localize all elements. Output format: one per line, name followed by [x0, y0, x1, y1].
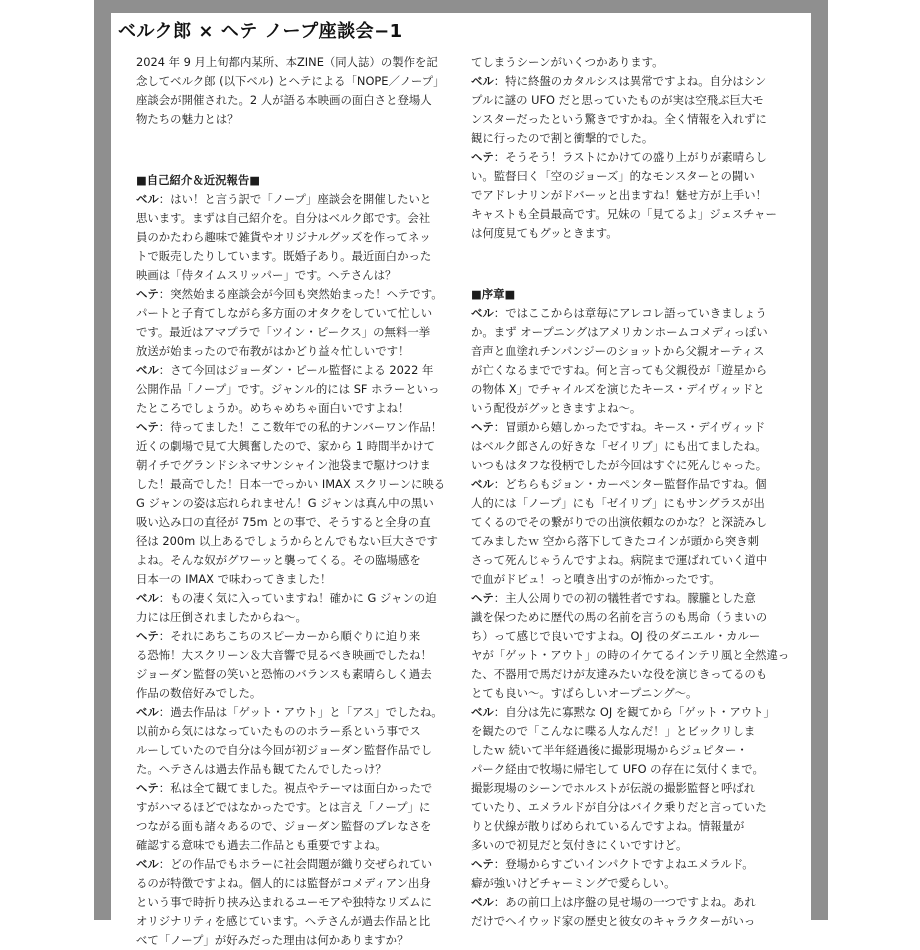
line-text: る恐怖！大スクリーン＆大音響で見るべき映画でしたね！	[136, 647, 432, 662]
text-line	[471, 361, 789, 380]
line-text: という事で時折り挟み込まれるユーモアや独特なリズムに	[136, 894, 432, 909]
line-text: ヤが「ゲット・アウト」の時のイケてるインテリ風と全然違っ	[471, 647, 790, 662]
paragraph-gap	[471, 254, 789, 273]
line-text: が亡くなるまでですね。何と言っても父親役が「遊星から	[471, 362, 768, 377]
text-line	[136, 684, 456, 703]
line-text: いう配役がグッときますよね〜。	[471, 400, 642, 415]
text-line	[136, 893, 456, 912]
line-text: したｗ 続いて半年経過後に撮影現場からジュピター・	[471, 742, 748, 757]
line-text: てくるのでその繋がりでの出演依頼なのかな？と深読みし	[471, 514, 768, 529]
text-line	[136, 437, 456, 456]
speaker-label: ヘテ	[471, 856, 494, 871]
line-text: ：どの作品でもホラーに社会問題が織り交ぜられてい	[158, 856, 433, 871]
text-line	[136, 399, 456, 418]
line-text: ていたり、エメラルドが自分はバイク乗りだと言っていた	[471, 799, 767, 814]
line-text: よね。そんな奴がグワーッと襲ってくる。その臨場感を	[136, 552, 421, 567]
line-text: ：あの前口上は序盤の見せ場の一つですよね。あれ	[493, 894, 756, 909]
text-line	[136, 589, 456, 608]
document-page	[111, 13, 811, 947]
text-line	[136, 931, 456, 950]
line-text: 朝イチでグランドシネマサンシャイン池袋まで駆けつけま	[136, 457, 431, 472]
line-text: G ジャンの姿は忘れられません！G ジャンは真ん中の黒い	[136, 495, 434, 510]
line-text: パーク経由で牧場に帰宅して UFO の存在に気付くまで。	[471, 761, 764, 776]
section-heading	[136, 171, 456, 190]
line-text: たところでしょうか。めちゃめちゃ面白いですよね！	[136, 400, 410, 415]
line-text: だけでヘイウッド家の歴史と彼女のキャラクターがいっ	[471, 913, 756, 928]
text-line	[471, 399, 789, 418]
line-text: 作品の数倍好みでした。	[136, 685, 262, 700]
text-line	[136, 190, 456, 209]
line-text: た。ヘテさんは過去作品も観てたんでしたっけ？	[136, 761, 387, 776]
line-text: パートと子育てしながら多方面のオタクをしていて忙しい	[136, 305, 433, 320]
line-text: ：冒頭から嬉しかったですね。キース・デイヴィッド	[493, 419, 766, 434]
text-line	[471, 148, 789, 167]
line-text: ：どちらもジョン・カーペンター監督作品ですね。個	[493, 476, 767, 491]
text-line	[471, 589, 789, 608]
text-line	[136, 532, 456, 551]
line-text: 撮影現場のシーンでホルストが伝説の撮影監督と呼ばれ	[471, 780, 756, 795]
right-text-column	[471, 53, 789, 931]
line-text: でアドレナリンがドバーッと出ますね！魅せ方が上手い！	[471, 188, 767, 202]
line-text: 音声と血塗れチンパンジーのショットから父親オーティス	[471, 343, 765, 358]
line-text: ：ではここからは章毎にアレコレ語っていきましょう	[493, 305, 767, 320]
speaker-label: ヘテ	[471, 419, 494, 434]
text-line	[471, 186, 789, 205]
paragraph-gap	[136, 140, 456, 159]
text-line	[471, 893, 789, 912]
speaker-label: ヘテ	[136, 286, 159, 301]
line-text: 識を保つために歴代の馬の名前を言うのも馬命（うまいの	[471, 609, 768, 624]
text-line	[471, 72, 789, 91]
text-line	[136, 703, 456, 722]
line-text: 2024 年 9 月上旬都内某所、本ZINE（同人誌）の製作を記	[136, 55, 438, 69]
text-line	[136, 627, 456, 646]
text-line	[136, 817, 456, 836]
text-line	[471, 779, 789, 798]
line-text: ：特に終盤のカタルシスは異常ですよね。自分はシン	[493, 74, 767, 88]
text-line	[471, 684, 789, 703]
line-text: ：はい！と言う訳で「ノープ」座談会を開催したいと	[158, 191, 432, 206]
line-text: した！最高でした！日本一でっかい IMAX スクリーンに映る	[136, 476, 446, 491]
line-text: 日本一の IMAX で味わってきました！	[136, 571, 332, 586]
text-line	[471, 475, 789, 494]
line-text: か。まず オープニングはアメリカンホームコメディっぽい	[471, 324, 768, 339]
line-text: 座談会が開催された。2 人が語る本映画の面白さと登場人	[136, 93, 432, 107]
section-heading	[471, 285, 789, 304]
line-text: た、不器用で馬だけが友達みたいな役を演じきってるのも	[471, 666, 768, 681]
line-text: 物たちの魅力とは？	[136, 112, 239, 126]
text-line	[471, 418, 789, 437]
line-text: 念してベルク郎 (以下ベル) とヘテによる「NOPE／ノープ」	[136, 74, 445, 88]
text-line	[136, 494, 456, 513]
text-line	[471, 91, 789, 110]
line-text: 員のかたわら趣味で雑貨やオリジナルグッズを作ってネッ	[136, 229, 431, 244]
line-text: るのが特徴ですよね。個人的には監督がコメディアン出身	[136, 875, 431, 890]
text-line	[471, 836, 789, 855]
text-line	[136, 741, 456, 760]
text-line	[471, 494, 789, 513]
text-line	[471, 53, 789, 72]
line-text: を観たので「こんなに喋る人なんだ！」とビックリしま	[471, 723, 756, 738]
text-line	[471, 855, 789, 874]
line-text: ：それにあちこちのスピーカーから順ぐりに迫り来	[158, 628, 421, 643]
text-line	[136, 266, 456, 285]
text-line	[471, 437, 789, 456]
left-text-column	[136, 53, 456, 950]
text-line	[471, 570, 789, 589]
line-text: で血がドビュ！っと噴き出すのが怖かったです。	[471, 571, 721, 586]
speaker-label: ヘテ	[471, 590, 494, 605]
line-text: ち）って感じで良いですよね。OJ 役のダニエル・カルー	[471, 628, 761, 643]
line-text: ■序章■	[471, 286, 516, 301]
text-line	[471, 874, 789, 893]
line-text: ルーしていたので自分は今回が初ジョーダン監督作品でし	[136, 742, 433, 757]
text-line	[136, 798, 456, 817]
speaker-label: ベル	[136, 362, 159, 377]
text-line	[471, 167, 789, 186]
line-text: ：待ってました！ここ数年での私的ナンバーワン作品！	[158, 419, 443, 434]
line-text: ：もの凄く気に入っていますね！確かに G ジャンの迫	[158, 590, 437, 605]
line-text: オリジナリティを感じています。ヘテさんが過去作品と比	[136, 913, 431, 928]
text-line	[471, 646, 789, 665]
speaker-label: ヘテ	[136, 780, 159, 795]
line-text: トで販売したりしています。既婚子あり。最近面白かった	[136, 248, 432, 263]
text-line	[136, 779, 456, 798]
text-line	[471, 608, 789, 627]
speaker-label: ベル	[136, 856, 159, 871]
speaker-label: ベル	[471, 704, 494, 719]
line-text: 観に行ったので割と衝撃的でした。	[471, 131, 654, 145]
speaker-label: ベル	[471, 476, 494, 491]
text-line	[471, 380, 789, 399]
text-line	[471, 798, 789, 817]
text-line	[136, 72, 456, 91]
text-line	[471, 817, 789, 836]
text-line	[136, 361, 456, 380]
line-text: つながる面も諸々あるので、ジョーダン監督のブレなさを	[136, 818, 432, 833]
text-line	[471, 627, 789, 646]
line-text: 思います。まずは自己紹介を。自分はベルク郎です。会社	[136, 210, 431, 225]
text-line	[136, 646, 456, 665]
line-text: はベルク郎さんの好きな「ゼイリブ」にも出てましたね。	[471, 438, 767, 453]
line-text: さって死んじゃうんですよね。病院まで運ばれていく道中	[471, 552, 768, 567]
text-line	[471, 456, 789, 475]
text-line	[136, 760, 456, 779]
text-line	[471, 532, 789, 551]
line-text: です。最近はアマプラで「ツイン・ピークス」の無料一挙	[136, 324, 431, 339]
text-line	[136, 247, 456, 266]
speaker-label: ベル	[471, 894, 494, 909]
line-text: キャストも全員最高です。兄妹の「見てるよ」ジェスチャー	[471, 207, 777, 221]
text-line	[136, 380, 456, 399]
line-text: ：自分は先に寡黙な OJ を観てから「ゲット・アウト」	[493, 704, 775, 719]
speaker-label: ヘテ	[136, 628, 159, 643]
text-line	[136, 110, 456, 129]
line-text: 以前から気にはなっていたもののホラー系という事でス	[136, 723, 421, 738]
line-text: ：突然始まる座談会が今回も突然始まった！ヘテです。	[158, 286, 443, 301]
line-text: ■自己紹介＆近況報告■	[136, 172, 261, 187]
text-line	[136, 836, 456, 855]
text-line	[136, 323, 456, 342]
line-text: りと伏線が散りばめられているんですよね。情報量が	[471, 818, 745, 833]
speaker-label: ベル	[471, 305, 494, 320]
text-line	[136, 570, 456, 589]
text-line	[136, 722, 456, 741]
line-text: てみましたｗ 空から落下してきたコインが頭から突き刺	[471, 533, 760, 548]
line-text: プルに謎の UFO だと思っていたものが実は空飛ぶ巨大モ	[471, 93, 764, 107]
line-text: ジョーダン監督の笑いと恐怖のバランスも素晴らしく過去	[136, 666, 432, 681]
line-text: 確認する意味でも過去二作品とも重要ですよね。	[136, 837, 387, 852]
speaker-label: ベル	[136, 191, 159, 206]
speaker-label: ベル	[136, 590, 159, 605]
line-text: 公開作品「ノープ」です。ジャンル的には SF ホラーといっ	[136, 381, 440, 396]
text-line	[471, 342, 789, 361]
line-text: ：登場からすごいインパクトですよねエメラルド。	[493, 856, 754, 871]
line-text: ：さて今回はジョーダン・ピール監督による 2022 年	[158, 362, 434, 377]
text-line	[136, 91, 456, 110]
text-line	[471, 703, 789, 722]
text-line	[136, 209, 456, 228]
text-line	[471, 129, 789, 148]
line-text: ンスターだったという驚きですかね。全く情報を入れずに	[471, 112, 767, 126]
text-line	[471, 224, 789, 243]
speaker-label: ベル	[471, 74, 494, 88]
line-text: 癖が強いけどチャーミングで愛らしい。	[471, 875, 676, 890]
page-title: ベルク郎 × ヘテ ノープ座談会−1	[118, 21, 403, 42]
text-line	[136, 608, 456, 627]
line-text: い。監督曰く「空のジョーズ」的なモンスターとの闘い	[471, 169, 755, 183]
line-text: 径は 200m 以上あるでしょうからとんでもない巨大さです	[136, 533, 438, 548]
line-text: べて「ノープ」が好みだった理由は何かありますか？	[136, 932, 409, 947]
text-line	[136, 456, 456, 475]
text-line	[471, 205, 789, 224]
text-line	[471, 323, 789, 342]
line-text: ：主人公周りでの初の犠牲者ですね。朦朧とした意	[493, 590, 756, 605]
text-line	[471, 912, 789, 931]
text-line	[136, 665, 456, 684]
text-line	[471, 513, 789, 532]
text-line	[471, 304, 789, 323]
text-line	[136, 53, 456, 72]
text-line	[471, 741, 789, 760]
line-text: 人的には「ノープ」にも「ゼイリブ」にもサングラスが出	[471, 495, 765, 510]
speaker-label: ヘテ	[471, 150, 494, 164]
line-text: 力には圧倒されましたからね〜。	[136, 609, 307, 624]
text-line	[136, 912, 456, 931]
line-text: 近くの劇場で見て大興奮したので、家から 1 時間半かけて	[136, 438, 436, 453]
text-line	[471, 110, 789, 129]
text-line	[136, 228, 456, 247]
text-line	[136, 475, 456, 494]
text-line	[136, 855, 456, 874]
line-text: は何度見てもグッときます。	[471, 226, 618, 240]
line-text: とても良い〜。すばらしいオープニング〜。	[471, 685, 698, 700]
text-line	[471, 551, 789, 570]
speaker-label: ベル	[136, 704, 159, 719]
text-line	[471, 722, 789, 741]
text-line	[136, 874, 456, 893]
text-line	[471, 760, 789, 779]
line-text: の物体 X」でチャイルズを演じたキース・デイヴィッドと	[471, 381, 765, 396]
line-text: すがハマるほどではなかったです。とは言え「ノープ」に	[136, 799, 431, 814]
text-line	[136, 304, 456, 323]
line-text: 吸い込み口の直径が 75m との事で、そうすると全身の直	[136, 514, 431, 529]
text-line	[136, 513, 456, 532]
line-text: 映画は「侍タイムスリッパー」です。ヘテさんは？	[136, 267, 397, 282]
line-text: ：私は全て観てました。視点やテーマは面白かったで	[158, 780, 433, 795]
line-text: ：そうそう！ラストにかけての盛り上がりが素晴らし	[493, 150, 767, 164]
text-line	[471, 665, 789, 684]
speaker-label: ヘテ	[136, 419, 159, 434]
text-line	[136, 551, 456, 570]
text-line	[136, 342, 456, 361]
text-line	[136, 418, 456, 437]
line-text: てしまうシーンがいくつかあります。	[471, 55, 664, 69]
line-text: いつもはタフな役柄でしたが今回はすぐに死んじゃった。	[471, 457, 768, 472]
text-line	[136, 285, 456, 304]
line-text: ：過去作品は「ゲット・アウト」と「アス」でしたね。	[158, 704, 443, 719]
line-text: 多いので初見だと気付きにくいですけど。	[471, 837, 688, 852]
line-text: 放送が始まったので布教がはかどり益々忙しいです！	[136, 343, 410, 358]
